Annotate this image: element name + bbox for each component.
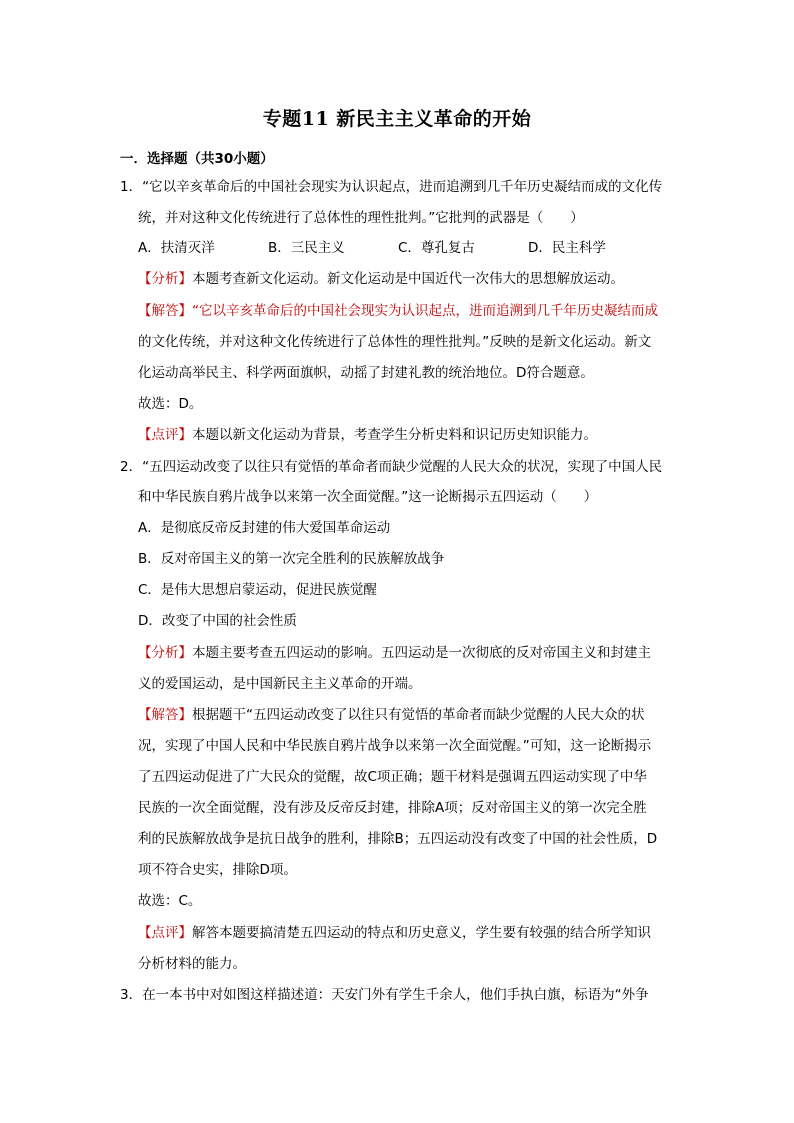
q2-stem-line2: 和中华民族自鸦片战争以来第一次全面觉醒。”这一论断揭示五四运动（ ） [138,489,598,505]
q2-answer-text1: 根据题干“五四运动改变了以往只有觉悟的革命者而缺少觉醒的人民大众的状 [192,707,645,723]
q1-comment [138,426,597,444]
q1-stem-line1: 1．“它以辛亥革命后的中国社会现实为认识起点，进而追溯到几千年历史凝结而成的文化传 [120,179,663,195]
q1-comment-tag: 【点评】 [138,427,192,443]
q2-answer-line1 [138,706,645,724]
q2-option-b: B．反对帝国主义的第一次完全胜利的民族解放战争 [138,551,445,567]
q1-comment-text: 本题以新文化运动为背景，考查学生分析史料和识记历史知识能力。 [192,427,597,443]
q1-answer-line2: 的文化传统，并对这种文化传统进行了总体性的理性批判。”反映的是新文化运动。新文 [138,334,652,350]
q2-answer-line5: 利的民族解放战争是抗日战争的胜利，排除B；五四运动没有改变了中国的社会性质，D [138,831,658,847]
q2-choice: 故选：C。 [138,893,202,909]
q2-stem-line1: 2．“五四运动改变了以往只有觉悟的革命者而缺少觉醒的人民大众的状况，实现了中国人民 [120,459,663,475]
q1-analysis-tag: 【分析】 [138,271,192,287]
page-title: 专题11 新民主主义革命的开始 [262,108,532,130]
q3-stem-line1: 3．在一本书中对如图这样描述道：天安门外有学生千余人，他们手执白旗，标语为“外争 [120,987,649,1003]
q1-answer-line3: 化运动高举民主、科学两面旗帜，动摇了封建礼教的统治地位。D符合题意。 [138,365,594,381]
q1-option-d: D．民主科学 [528,240,606,256]
q1-analysis-text: 本题考查新文化运动。新文化运动是中国近代一次伟大的思想解放运动。 [192,271,624,287]
q2-answer-line2: 况，实现了中国人民和中华民族自鸦片战争以来第一次全面觉醒。”可知，这一论断揭示 [138,738,652,754]
q2-option-c: C．是伟大思想启蒙运动，促进民族觉醒 [138,582,377,598]
q2-option-d: D．改变了中国的社会性质 [138,613,297,629]
q2-analysis-tag: 【分析】 [138,645,192,661]
q2-comment-line1 [138,924,651,942]
q1-options [138,239,658,257]
q2-comment-line2: 分析材料的能力。 [138,956,246,972]
q2-answer-line4: 民族的一次全面觉醒，没有涉及反帝反封建，排除A项；反对帝国主义的第一次完全胜 [138,800,647,816]
q2-answer-tag: 【解答】 [138,707,192,723]
q1-option-c: C．尊孔复古 [398,240,475,256]
q1-answer-tag: 【解答】 [138,303,192,319]
q2-analysis-text1: 本题主要考查五四运动的影响。五四运动是一次彻底的反对帝国主义和封建主 [192,645,651,661]
q2-answer-line3: 了五四运动促进了广大民众的觉醒，故C项正确；题干材料是强调五四运动实现了中华 [138,769,647,785]
q2-option-a: A．是彻底反帝反封建的伟大爱国革命运动 [138,520,391,536]
q1-stem-line2: 统，并对这种文化传统进行了总体性的理性批判。”它批判的武器是（ ） [138,210,584,226]
q2-comment-tag: 【点评】 [138,925,192,941]
q1-option-b: B．三民主义 [268,240,345,256]
q2-comment-text1: 解答本题要搞清楚五四运动的特点和历史意义，学生要有较强的结合所学知识 [192,925,651,941]
q1-answer-text1: “它以辛亥革命后的中国社会现实为认识起点，进而追溯到几千年历史凝结而成 [192,303,658,319]
q1-analysis [138,270,624,288]
section-heading: 一．选择题（共30小题） [120,151,274,167]
q2-analysis-line2: 义的爱国运动，是中国新民主主义革命的开端。 [138,676,422,692]
q1-option-a: A．扶清灭洋 [138,240,215,256]
q1-choice: 故选：D。 [138,396,203,412]
q2-analysis-line1 [138,644,651,662]
q1-answer-line1 [138,302,658,320]
q2-answer-line6: 项不符合史实，排除D项。 [138,862,297,878]
